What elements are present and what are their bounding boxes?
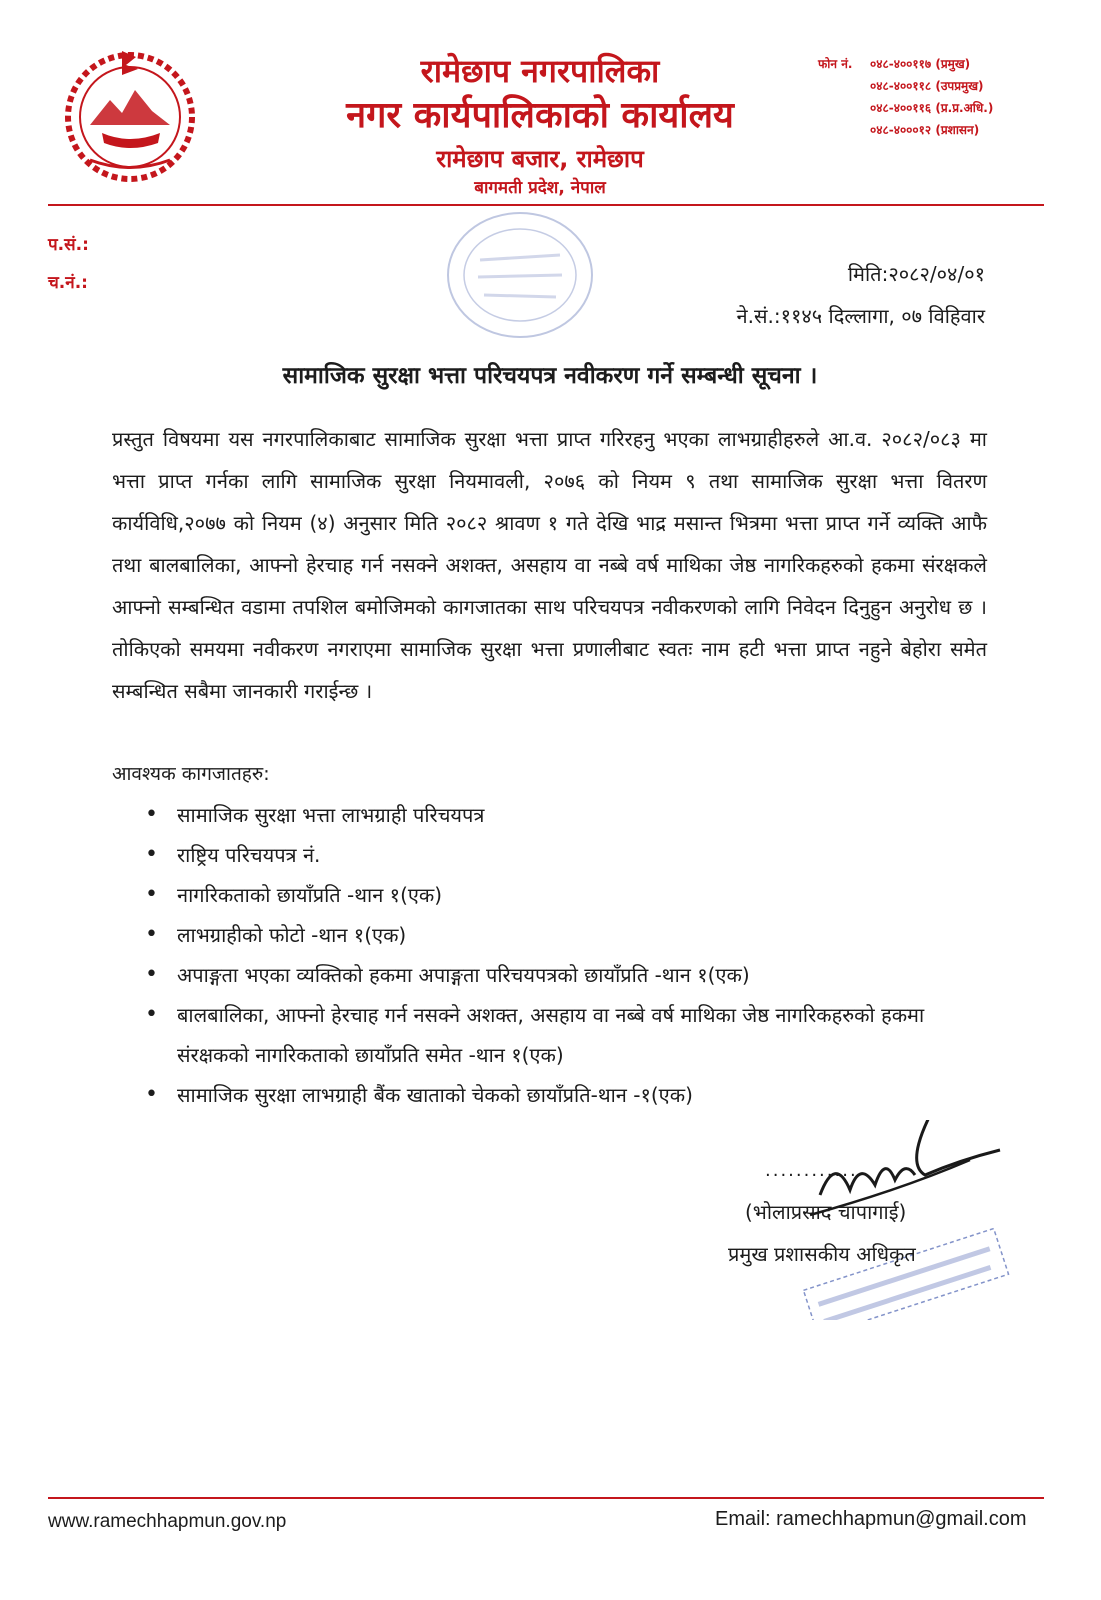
province-country: बागमती प्रदेश, नेपाल <box>474 178 606 198</box>
list-item: • बालबालिका, आफ्नो हेरचाह गर्न नसक्ने अशक्त, असहाय वा नब्बे वर्ष माथिका जेष्ठ नागरिकहरुको हकमा संरक्षकको नागरिकताको छायाँप्रति समेत -थान १(एक) <box>145 995 990 1075</box>
website-link[interactable]: www.ramechhapmun.gov.np <box>48 1511 287 1532</box>
phone-role: (प्रमुख) <box>935 57 971 71</box>
phone-number: ०४८-४००११८ <box>870 79 932 93</box>
list-item: • लाभग्राहीको फोटो -थान १(एक) <box>145 915 990 955</box>
nepal-sambat-date: ने.सं.:११४५ दिल्लागा, ०७ विहिवार <box>736 304 985 328</box>
issue-date: मिति:२०८२/०४/०१ <box>847 262 985 286</box>
list-item: • नागरिकताको छायाँप्रति -थान १(एक) <box>145 875 990 915</box>
signatory-title: प्रमुख प्रशासकीय अधिकृत <box>728 1242 916 1266</box>
footer-divider <box>48 1497 1044 1499</box>
phone-number: ०४८-४०००१२ <box>870 123 932 137</box>
phone-number: ०४८-४००११६ <box>870 101 932 115</box>
list-item: • राष्ट्रिय परिचयपत्र नं. <box>145 835 990 875</box>
signatory-name: (भोलाप्रसाद चापागाई) <box>745 1200 907 1224</box>
dispatch-number-label: च.नं.: <box>48 273 88 293</box>
phone-label: फोन नं. <box>818 57 853 71</box>
list-item: • सामाजिक सुरक्षा भत्ता लाभग्राही परिचयपत्र <box>145 795 990 835</box>
signature-line: ............ <box>765 1160 858 1181</box>
list-item: • अपाङ्गता भएका व्यक्तिको हकमा अपाङ्गता परिचयपत्रको छायाँप्रति -थान १(एक) <box>145 955 990 995</box>
office-name: नगर कार्यपालिकाको कार्यालय <box>346 95 734 136</box>
office-address: रामेछाप बजार, रामेछाप <box>436 145 644 173</box>
phone-role: (प्र.प्र.अधि.) <box>935 101 994 115</box>
documents-heading: आवश्यक कागजातहरु: <box>112 763 270 785</box>
notice-body: प्रस्तुत विषयमा यस नगरपालिकाबाट सामाजिक सुरक्षा भत्ता प्राप्त गरिरहनु भएका लाभग्राहीहरुले आ.व. २०८२/०८३ मा भत्ता प्राप्त गर्नका लागि सामाजिक सुरक्षा नियमावली, २०७६ को नियम ९ तथा सामाजिक सुरक्षा भत्ता वितरण कार्यविधि,२०७७ को नियम (४) अनुसार मिति २०८२ श्रावण १ गते देखि भाद्र मसान्त भित्रमा भत्ता प्राप्त गर्ने व्यक्ति आफै तथा बालबालिका, आफ्नो हेरचाह गर्न नसक्ने अशक्त, असहाय वा नब्बे वर्ष माथिका जेष्ठ नागरिकहरुको हकमा संरक्षकले आफ्नो सम्बन्धित वडामा तपशिल बमोजिमको कागजातका साथ परिचयपत्र नवीकरणको लागि निवेदन दिनुहुन अनुरोध छ । तोकिएको समयमा नवीकरण नगराएमा सामाजिक सुरक्षा भत्ता प्रणालीबाट स्वतः नाम हटी भत्ता प्राप्त नहुने बेहोरा समेत सम्बन्धित सबैमा जानकारी गराईन्छ । <box>112 427 987 703</box>
nepal-emblem-logo-icon <box>60 45 200 185</box>
email-link[interactable]: Email: ramechhapmun@gmail.com <box>715 1508 1027 1530</box>
phone-list <box>818 53 1078 141</box>
notice-subject: सामाजिक सुरक्षा भत्ता परिचयपत्र नवीकरण गर्ने सम्बन्धी सूचना । <box>282 363 818 389</box>
phone-number: ०४८-४००११७ <box>870 57 932 71</box>
municipality-name: रामेछाप नगरपालिका <box>420 52 660 90</box>
office-seal-stamp-icon <box>440 205 600 345</box>
reference-number-label: प.सं.: <box>48 235 89 255</box>
phone-role: (उपप्रमुख) <box>935 79 984 93</box>
list-item: • सामाजिक सुरक्षा लाभग्राही बैंक खाताको चेकको छायाँप्रति-थान -१(एक) <box>145 1075 990 1115</box>
documents-list <box>145 795 990 1115</box>
phone-role: (प्रशासन) <box>935 123 980 137</box>
